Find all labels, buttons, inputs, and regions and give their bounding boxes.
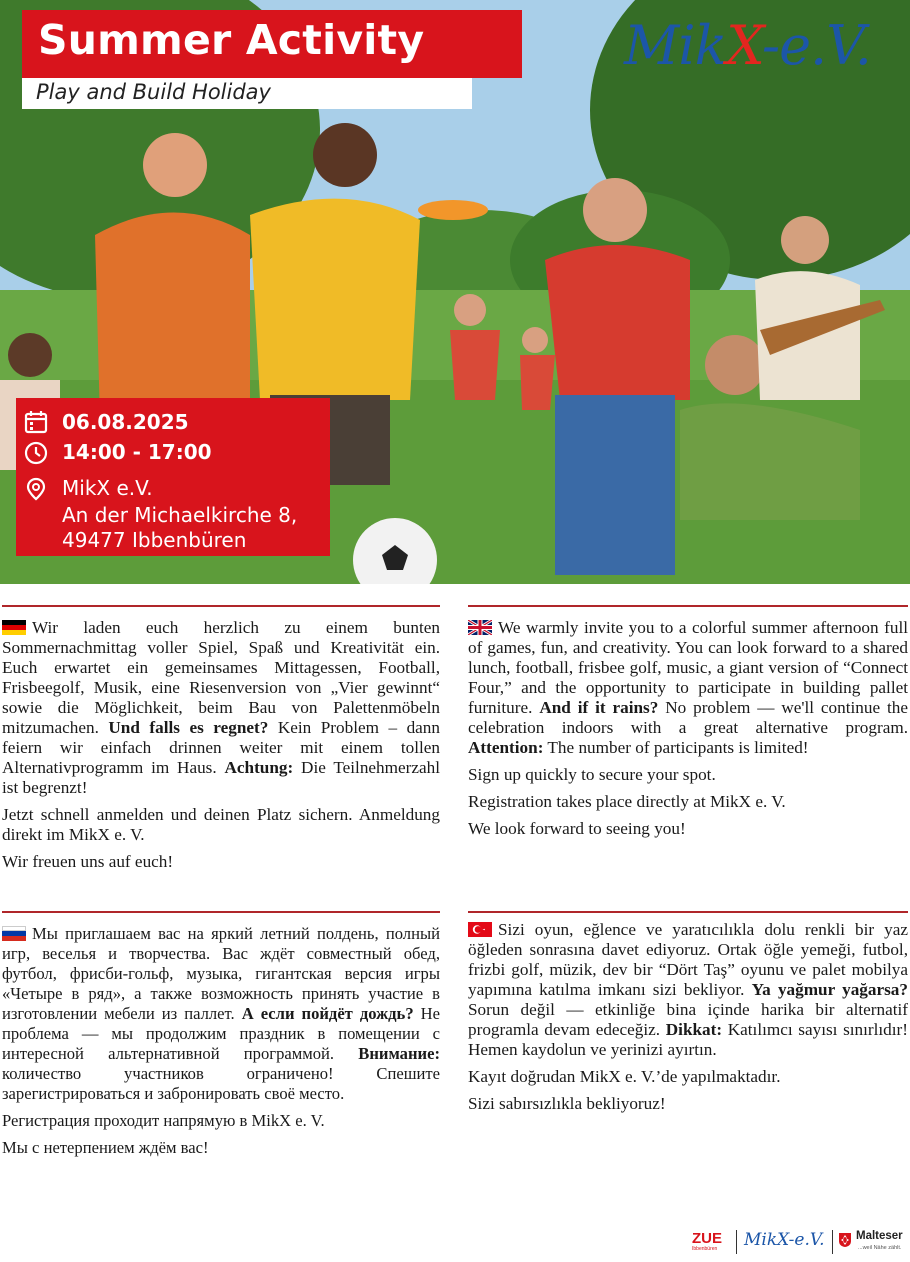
event-street: An der Michaelkirche 8,	[62, 503, 298, 527]
de-paragraph-3: Wir freuen uns auf euch!	[2, 852, 174, 871]
uk-flag-icon	[468, 620, 492, 635]
footer-logos	[688, 1228, 910, 1258]
de-paragraph-2: Jetzt schnell anmelden und deinen Platz sichern. Anmeldung direkt im MikX e. V.	[2, 805, 440, 844]
clock-icon	[24, 441, 48, 465]
location-pin-icon	[24, 477, 48, 501]
event-time: 14:00 - 17:00	[62, 440, 212, 464]
event-date: 06.08.2025	[62, 410, 189, 434]
mikx-logo	[624, 14, 871, 77]
frisbee	[418, 200, 488, 220]
en-paragraph-2: Sign up quickly to secure your spot.	[468, 765, 716, 784]
event-city: 49477 Ibbenbüren	[62, 528, 247, 552]
text-block-de	[2, 618, 440, 879]
zue-subtitle: Ibbenbüren	[692, 1246, 718, 1252]
tr-paragraph-3: Sizi sabırsızlıkla bekliyoruz!	[468, 1094, 666, 1113]
rule-tr	[468, 911, 908, 913]
event-place: MikX e.V.	[62, 476, 153, 500]
malteser-logo: Malteser	[856, 1230, 903, 1242]
mikx-footer-logo: MikX-e.V.	[744, 1230, 825, 1250]
en-paragraph-3: Registration takes place directly at MikX e. V.	[468, 792, 786, 811]
ru-paragraph-1: Мы приглашаем вас на яркий летний полдень, полный игр, веселья и творчества. Вас ждёт совместный обед, футбол, фрисби-гольф, музыка, гигантская версия игры «Четыре в ряд», а также возможность принять участие в изготовлении мебели из паллет. А если пойдёт дождь? Не проблема — мы продолжим праздник в помещении с интересной альтернативной программой. Внимание: количество участников ограничено! Спешите зарегистрироваться и забронировать своё место.	[2, 924, 440, 1103]
rule-en	[468, 605, 908, 607]
malteser-tagline: ...weil Nähe zählt.	[858, 1245, 902, 1251]
footer-divider-1	[736, 1230, 737, 1254]
tr-paragraph-2: Kayıt doğrudan MikX e. V.’de yapılmaktadır.	[468, 1067, 781, 1086]
text-block-ru	[2, 924, 440, 1165]
logo-part-ev: -e.V.	[761, 14, 871, 77]
malteser-shield-icon	[838, 1232, 852, 1248]
de-paragraph-1: Wir laden euch herzlich zu einem bunten Sommernachmittag voller Spiel, Spaß und Kreativität ein. Euch erwartet ein gemeinsames Mittagessen, Football, Frisbeegolf, Musik, eine Riesenversion von „Vier gewinnt“ sowie die Möglichkeit, beim Bau von Palettenmöbeln mitzumachen. Und falls es regnet? Kein Problem – dann feiern wir einfach drinnen weiter mit einem tollen Alternativprogramm im Haus. Achtung: Die Teilnehmerzahl ist begrenzt!	[2, 618, 440, 797]
en-paragraph-1: We warmly invite you to a colorful summer afternoon full of games, fun, and creativity. You can look forward to a shared lunch, football, frisbee golf, music, a giant version of “Connect Four,” and the opportunity to participate in building pallet furniture. And if it rains? No problem — we'll continue the celebration indoors with a great alternative program. Attention: The number of participants is limited!	[468, 618, 908, 757]
german-flag-icon	[2, 620, 26, 635]
rule-de	[2, 605, 440, 607]
text-block-tr	[468, 920, 908, 1121]
page-title: Summer Activity	[38, 16, 425, 64]
ru-paragraph-3: Мы с нетерпением ждём вас!	[2, 1138, 209, 1157]
footer-divider-2	[832, 1230, 833, 1254]
page-subtitle: Play and Build Holiday	[36, 80, 271, 104]
text-block-en	[468, 618, 908, 846]
logo-part-mik: Mik	[624, 14, 727, 77]
calendar-icon	[24, 410, 48, 434]
en-paragraph-4: We look forward to seeing you!	[468, 819, 686, 838]
zue-logo: ZUE	[692, 1230, 722, 1247]
russian-flag-icon	[2, 926, 26, 941]
turkish-flag-icon	[468, 922, 492, 937]
ru-paragraph-2: Регистрация проходит напрямую в MikX e. V.	[2, 1111, 325, 1130]
tr-paragraph-1: Sizi oyun, eğlence ve yaratıcılıkla dolu renkli bir yaz öğleden sonrasına davet ediyoruz. Ortak öğle yemeği, futbol, frizbi golf, müzik, dev bir “Dört Taş” oyunu ve palet mobilya yapımına katılma imkanı sizi bekliyor. Ya yağmur yağarsa? Sorun değil — etkinliğe bina içinde harika bir alternatif programla devam edeceğiz. Dikkat: Katılımcı sayısı sınırlıdır! Hemen kaydolun ve yerinizi ayırtın.	[468, 920, 908, 1059]
logo-part-x: X	[726, 14, 762, 77]
rule-ru	[2, 911, 440, 913]
